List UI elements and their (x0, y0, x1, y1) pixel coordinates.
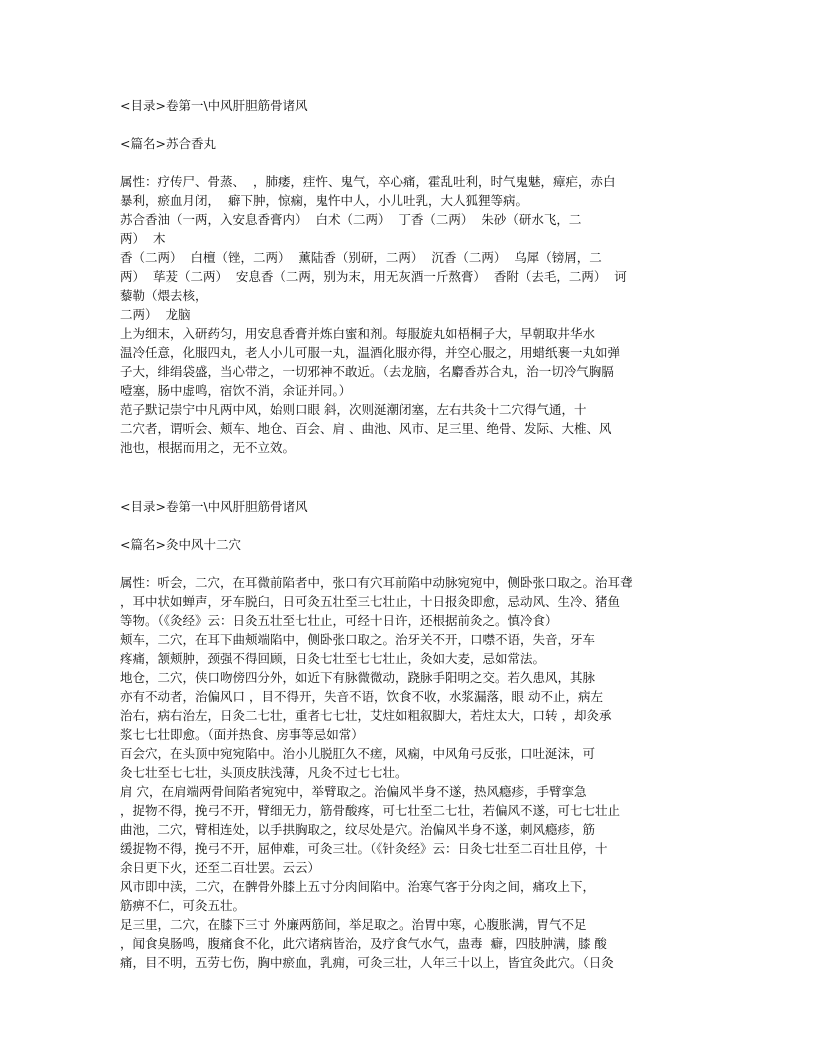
text-line: 二穴者，谓听会、颊车、地仓、百会、肩 、曲池、风市、足三里、绝骨、发际、大椎、风 (120, 421, 612, 436)
text-line: 治右，病右治左，日灸二七壮，重者七七壮，艾炷如粗叙脚大，若炷太大，口转 ，却灸承 (120, 708, 612, 723)
text-line: ，闻食臭肠鸣，腹痛食不化，此穴诸病皆治，及疗食气水气，蛊毒 癖，四肢肿满，膝 酸 (120, 936, 607, 951)
text-line: 风市即中渎，二穴，在髀骨外膝上五寸分肉间陷中。治寒气客于分肉之间，痛攻上下， (120, 879, 596, 894)
text-line: 属性：疗传尸、骨蒸、 ，肺痿，疰忤、鬼气，卒心痛，霍乱吐利，时气鬼魅，瘴疟，赤白 (120, 174, 616, 189)
text-line: 池也，根据而用之，无不立效。 (120, 440, 296, 455)
text-line: 余日更下火，还至二百壮罢。云云） (120, 860, 321, 875)
text-line: 痛，目不明，五劳七伤，胸中瘀血，乳痈，可灸三壮，人年三十以上，皆宜灸此穴。（日灸 (120, 955, 614, 970)
text-line: 百会穴，在头顶中宛宛陷中。治小儿脱肛久不瘥，风痫，中风角弓反张，口吐涎沫，可 (120, 746, 596, 761)
chapter-title: <篇名>苏合香丸 (120, 136, 216, 151)
section-zhongfeng-shierxue (120, 497, 680, 972)
text-line: 子大，绯绢袋盛，当心带之，一切邪神不敢近。（去龙脑，名麝香苏合丸，治一切冷气胸膈 (120, 364, 614, 379)
section-suhexiangwan (120, 96, 680, 457)
text-line: 疼痛，颔颊肿，颈强不得回顾，日灸七壮至七七壮止，灸如大麦，忌如常法。 (120, 651, 546, 666)
text-line: 曲池，二穴，臂相连处，以手拱胸取之，纹尽处是穴。治偏风半身不遂，刺风瘾疹，筋 (120, 822, 596, 837)
text-line: 噎塞，肠中虚鸣，宿饮不消，余证并同。） (120, 383, 352, 398)
text-line: 藜勒（煨去核， (120, 288, 208, 303)
text-line: 浆七七壮即愈。（面并热食、房事等忌如常） (120, 727, 364, 742)
text-line: 筋痹不仁，可灸五壮。 (120, 898, 246, 913)
text-line: 香（二两） 白檀（锉，二两） 薰陆香（别研，二两） 沉香（二两） 乌犀（镑屑，二 (120, 250, 602, 265)
text-line: 暴利，瘀血月闭， 癖下肿，惊痫，鬼忤中人，小儿吐乳，大人狐狸等病。 (120, 193, 528, 208)
text-line: 颊车，二穴，在耳下曲颊端陷中，侧卧张口取之。治牙关不开，口噤不语，失音，牙车 (120, 632, 596, 647)
text-line: ，捉物不得，挽弓不开，臂细无力，筋骨酸疼，可七壮至二七壮，若偏风不遂，可七七壮止 (120, 803, 621, 818)
catalog-heading: <目录>卷第一\中风肝胆筋骨诸风 (120, 98, 308, 113)
text-line: 两） 荜茇（二两） 安息香（二两，别为末，用无灰酒一斤熬膏） 香附（去毛，二两） 诃 (120, 269, 627, 284)
catalog-heading: <目录>卷第一\中风肝胆筋骨诸风 (120, 499, 308, 514)
document-page (120, 96, 680, 972)
text-line: 灸七壮至七七壮，头顶皮肤浅薄，凡灸不过七七壮。 (120, 765, 408, 780)
text-line: 地仓，二穴，侠口吻傍四分外，如近下有脉微微动，跷脉手阳明之交。若久患风，其脉 (120, 670, 596, 685)
chapter-title: <篇名>灸中风十二穴 (120, 537, 241, 552)
text-line: 属性：听会，二穴，在耳微前陷者中，张口有穴耳前陷中动脉宛宛中，侧卧张口取之。治耳聋 (120, 575, 633, 590)
text-line: 亦有不动者，治偏风口 ，目不得开，失音不语，饮食不收，水浆漏落，眼 动不止，病左 (120, 689, 603, 704)
text-line: 两） 木 (120, 231, 166, 246)
text-line: 足三里，二穴，在膝下三寸 外廉两筋间，举足取之。治胃中寒，心腹胀满，胃气不足 (120, 917, 587, 932)
text-line: ，耳中状如蝉声，牙车脱臼，日可灸五壮至三七壮止，十日报灸即愈，忌动风、生冷、猪鱼 (120, 594, 621, 609)
text-line: 苏合香油（一两，入安息香膏内） 白术（二两） 丁香（二两） 朱砂（研水飞，二 (120, 212, 582, 227)
text-line: 等物。（《灸经》云：日灸五壮至七壮止，可经十日许，还根据前灸之。慎冷食） (120, 613, 558, 628)
text-line: 缓捉物不得，挽弓不开，屈伸难，可灸三壮。（《针灸经》云：日灸七壮至二百壮且停，十 (120, 841, 608, 856)
section-body (120, 573, 680, 972)
section-body (120, 172, 680, 457)
text-line: 肩 穴，在肩端两骨间陷者宛宛中，举臂取之。治偏风半身不遂，热风瘾疹，手臂挛急 (120, 784, 587, 799)
text-line: 温冷任意，化服四丸，老人小儿可服一丸，温酒化服亦得，并空心服之，用蜡纸裹一丸如弹 (120, 345, 621, 360)
text-line: 二两） 龙脑 (120, 307, 191, 322)
text-line: 范子默记崇宁中凡两中风，始则口眼 斜，次则涎潮闭塞，左右共灸十二穴得气通，十 (120, 402, 587, 417)
text-line: 上为细末，入研药匀，用安息香膏并炼白蜜和剂。每服旋丸如梧桐子大，早朝取井华水 (120, 326, 596, 341)
